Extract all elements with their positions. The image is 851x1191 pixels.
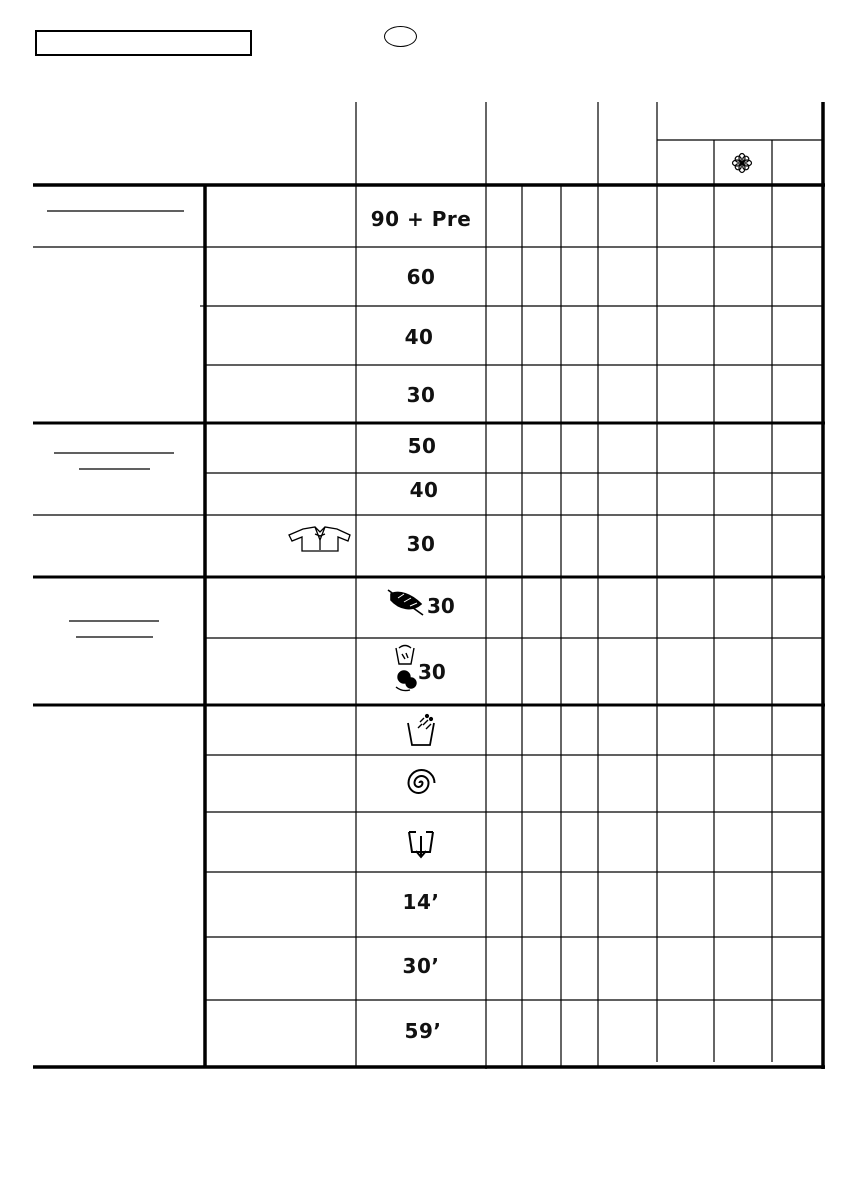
handwash-wool-icon	[396, 646, 416, 691]
program-temp: 30	[406, 532, 436, 556]
program-temp: 30	[406, 383, 436, 407]
feather-icon	[388, 590, 423, 615]
flower-softener-icon	[733, 154, 752, 173]
program-temp: 30	[427, 594, 455, 618]
rinse-shower-icon	[408, 715, 434, 745]
program-temp: 30	[418, 660, 446, 684]
program-duration: 59’	[404, 1019, 442, 1043]
spin-spiral-icon	[408, 770, 434, 793]
shirt-icon	[289, 527, 350, 551]
program-duration: 14’	[402, 890, 440, 914]
program-temp: 60	[406, 265, 436, 289]
program-temp: 90 + Pre	[370, 207, 472, 231]
program-duration: 30’	[402, 954, 440, 978]
program-temp: 50	[407, 434, 437, 458]
drain-icon	[409, 832, 433, 857]
program-temp: 40	[409, 478, 439, 502]
program-temp: 40	[404, 325, 434, 349]
